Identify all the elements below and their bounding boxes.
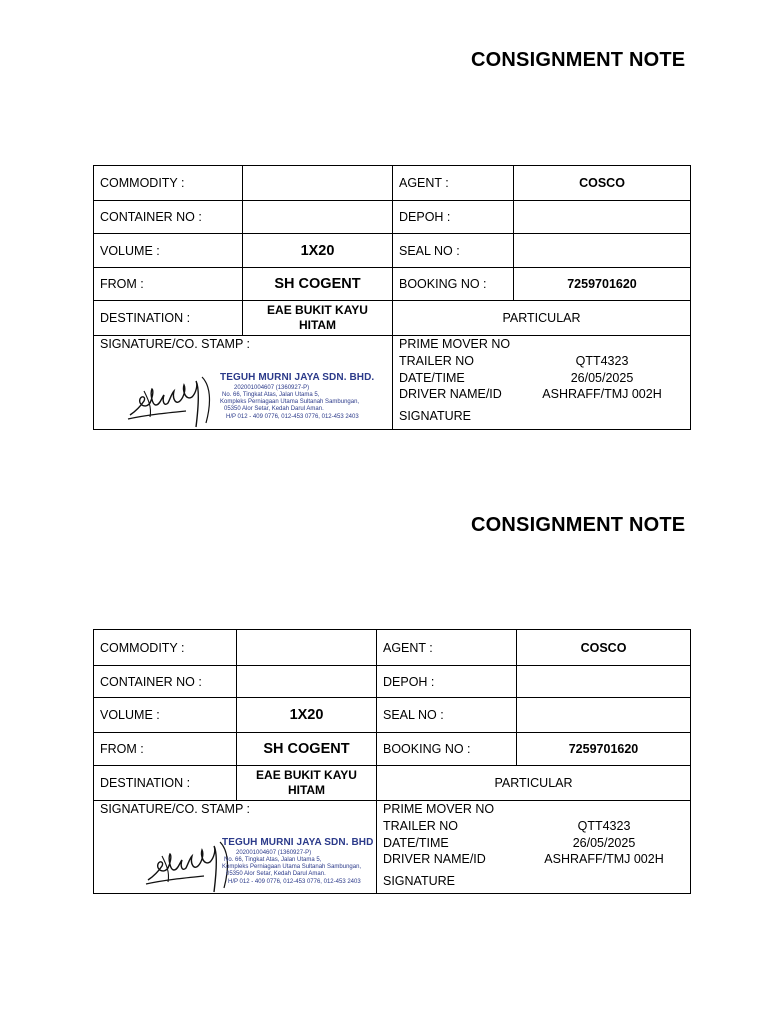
destination-line-1: EAE BUKIT KAYU: [256, 768, 357, 782]
signature-label: SIGNATURE: [399, 409, 471, 423]
particular-header: PARTICULAR: [502, 311, 581, 325]
trailer-no-value: QTT4323: [577, 819, 631, 833]
signature-stamp-label: SIGNATURE/CO. STAMP :: [100, 802, 251, 816]
particular-header: PARTICULAR: [494, 776, 573, 790]
booking-no-value: 7259701620: [567, 277, 637, 291]
from-value: SH COGENT: [274, 276, 361, 292]
seal-no-value: [517, 698, 690, 732]
container-no-value: [237, 666, 376, 697]
booking-no-value: 7259701620: [568, 742, 639, 756]
date-time-value: 26/05/2025: [572, 836, 636, 850]
from-label: FROM :: [100, 742, 144, 756]
trailer-no-label: TRAILER NO: [383, 819, 459, 833]
signature-stamp-label: SIGNATURE/CO. STAMP :: [100, 337, 251, 351]
prime-mover-no-label: PRIME MOVER NO: [399, 337, 511, 351]
agent-value: COSCO: [580, 640, 627, 655]
note-title: CONSIGNMENT NOTE: [471, 49, 686, 71]
date-time-label: DATE/TIME: [383, 836, 449, 850]
destination-line-2: HITAM: [287, 783, 326, 797]
driver-name-id-value: ASHRAFF/TMJ 002H: [542, 387, 662, 401]
container-no-value: [243, 201, 392, 233]
row-divider: [94, 800, 690, 801]
handwritten-signature: [126, 371, 216, 429]
depoh-value: [517, 666, 690, 697]
date-time-label: DATE/TIME: [399, 371, 465, 385]
seal-no-label: SEAL NO :: [383, 708, 444, 722]
agent-label: AGENT :: [383, 640, 433, 655]
stamp-phone: H/P 012 - 409 0776, 012-453 0776, 012-453 2403: [226, 414, 359, 420]
destination-value: [243, 301, 392, 335]
trailer-no-label: TRAILER NO: [399, 354, 475, 368]
stamp-address-3: 05350 Alor Setar, Kedah Darul Aman.: [226, 871, 326, 877]
stamp-reg-no: 202001004607 (1360927-P): [236, 850, 312, 856]
booking-no-label: BOOKING NO :: [399, 277, 487, 291]
commodity-label: COMMODITY :: [100, 640, 185, 655]
from-value: SH COGENT: [263, 741, 350, 757]
container-no-label: CONTAINER NO :: [100, 674, 202, 689]
stamp-address-1: No. 66, Tingkat Atas, Jalan Utama 5,: [222, 392, 320, 398]
stamp-address-2: Kompleks Perniagaan Utama Sultanah Sambungan,: [220, 399, 360, 405]
depoh-label: DEPOH :: [399, 210, 451, 224]
stamp-address-2: Kompleks Perniagaan Utama Sultanah Sambungan,: [222, 864, 362, 870]
signature-label: SIGNATURE: [383, 874, 455, 888]
commodity-value: [243, 166, 392, 200]
consignment-table: [93, 165, 691, 430]
driver-name-id-label: DRIVER NAME/ID: [383, 852, 486, 866]
destination-line-1: EAE BUKIT KAYU: [267, 303, 368, 317]
volume-label: VOLUME :: [100, 243, 160, 258]
company-stamp: [220, 372, 390, 430]
destination-value: [237, 766, 376, 800]
company-stamp: [222, 837, 376, 895]
driver-name-id-value: ASHRAFF/TMJ 002H: [544, 852, 664, 866]
consignment-table: [93, 629, 691, 894]
booking-no-label: BOOKING NO :: [383, 742, 471, 756]
container-no-label: CONTAINER NO :: [100, 210, 202, 224]
driver-name-id-label: DRIVER NAME/ID: [399, 387, 502, 401]
commodity-value: [237, 630, 376, 665]
seal-no-label: SEAL NO :: [399, 243, 460, 258]
destination-label: DESTINATION :: [100, 311, 191, 325]
from-label: FROM :: [100, 277, 144, 291]
date-time-value: 26/05/2025: [570, 371, 634, 385]
destination-line-2: HITAM: [298, 318, 337, 332]
note-title: CONSIGNMENT NOTE: [471, 514, 686, 536]
trailer-no-value: QTT4323: [575, 354, 629, 368]
volume-label: VOLUME :: [100, 708, 160, 722]
stamp-phone: H/P 012 - 409 0776, 012-453 0776, 012-453 2403: [228, 879, 361, 885]
agent-label: AGENT :: [399, 176, 449, 190]
stamp-reg-no: 202001004607 (1360927-P): [234, 385, 310, 391]
destination-label: DESTINATION :: [100, 776, 191, 790]
stamp-address-1: No. 66, Tingkat Atas, Jalan Utama 5,: [224, 857, 322, 863]
seal-no-value: [514, 234, 690, 267]
prime-mover-no-label: PRIME MOVER NO: [383, 802, 495, 816]
stamp-company-name: TEGUH MURNI JAYA SDN. BHD.: [220, 372, 375, 383]
commodity-label: COMMODITY :: [100, 176, 185, 190]
volume-value: 1X20: [300, 242, 335, 259]
handwritten-signature: [144, 836, 234, 894]
agent-value: COSCO: [579, 176, 625, 190]
volume-value: 1X20: [289, 707, 324, 723]
depoh-value: [514, 201, 690, 233]
stamp-address-3: 05350 Alor Setar, Kedah Darul Aman.: [224, 406, 324, 412]
depoh-label: DEPOH :: [383, 674, 435, 689]
stamp-company-name: TEGUH MURNI JAYA SDN. BHD: [222, 837, 374, 848]
